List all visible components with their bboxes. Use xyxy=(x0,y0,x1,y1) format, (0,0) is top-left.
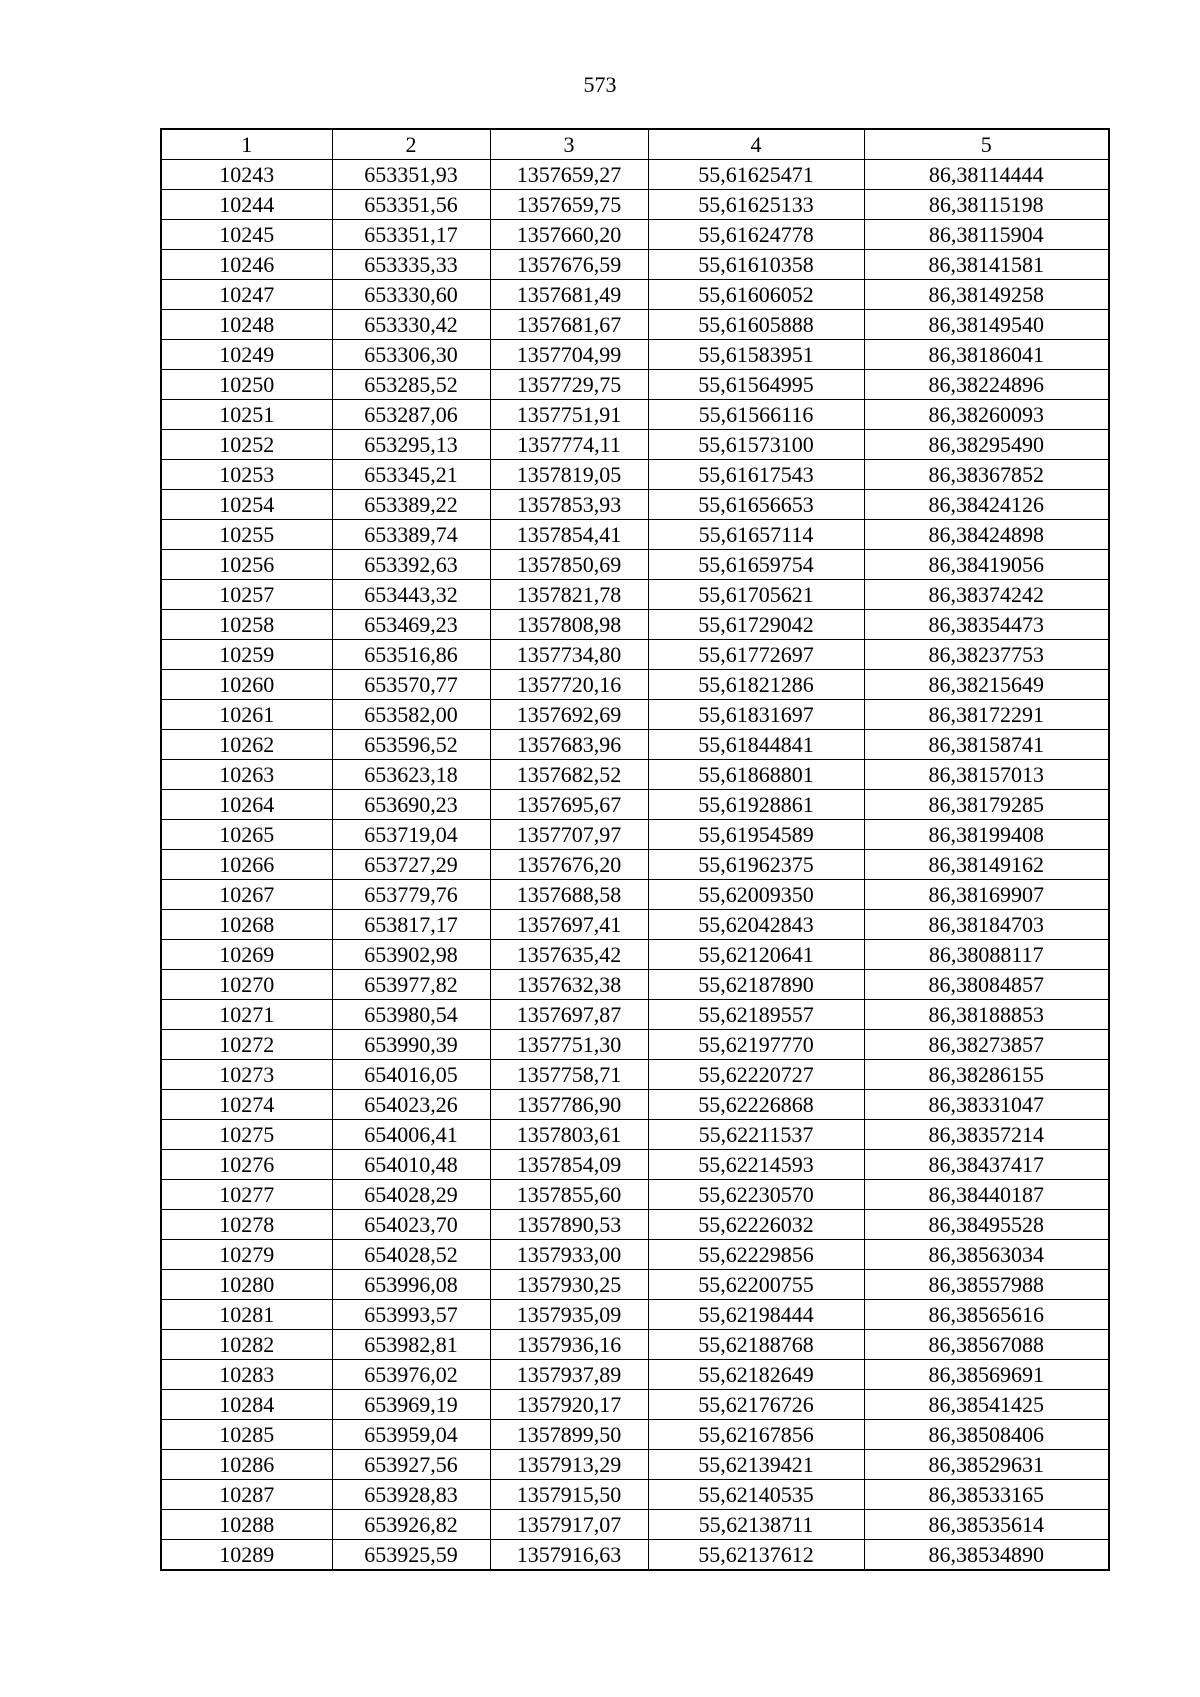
table-cell-col-1: 10269 xyxy=(161,940,332,970)
table-cell-col-1: 10264 xyxy=(161,790,332,820)
page-number: 573 xyxy=(583,72,617,97)
table-cell-col-4: 55,62167856 xyxy=(648,1420,864,1450)
table-cell-col-5: 86,38541425 xyxy=(864,1390,1109,1420)
table-cell-col-3: 1357660,20 xyxy=(490,220,648,250)
table-cell-col-5: 86,38149258 xyxy=(864,280,1109,310)
table-cell-col-4: 55,62137612 xyxy=(648,1540,864,1571)
table-cell-col-2: 653330,60 xyxy=(332,280,490,310)
table-cell-col-1: 10289 xyxy=(161,1540,332,1571)
table-cell-col-4: 55,61656653 xyxy=(648,490,864,520)
table-row xyxy=(161,340,1109,370)
table-cell-col-5: 86,38237753 xyxy=(864,640,1109,670)
table-cell-col-1: 10254 xyxy=(161,490,332,520)
table-row xyxy=(161,580,1109,610)
table-cell-col-4: 55,62176726 xyxy=(648,1390,864,1420)
table-row xyxy=(161,550,1109,580)
table-cell-col-4: 55,62220727 xyxy=(648,1060,864,1090)
table-cell-col-3: 1357704,99 xyxy=(490,340,648,370)
table-cell-col-3: 1357937,89 xyxy=(490,1360,648,1390)
table-cell-col-4: 55,61962375 xyxy=(648,850,864,880)
column-header-4: 4 xyxy=(648,129,864,160)
table-cell-col-2: 653982,81 xyxy=(332,1330,490,1360)
table-cell-col-2: 653392,63 xyxy=(332,550,490,580)
table-cell-col-3: 1357659,75 xyxy=(490,190,648,220)
table-cell-col-1: 10251 xyxy=(161,400,332,430)
table-cell-col-3: 1357688,58 xyxy=(490,880,648,910)
table-cell-col-4: 55,62214593 xyxy=(648,1150,864,1180)
table-cell-col-5: 86,38331047 xyxy=(864,1090,1109,1120)
table-cell-col-2: 653817,17 xyxy=(332,910,490,940)
table-cell-col-1: 10259 xyxy=(161,640,332,670)
table-cell-col-1: 10245 xyxy=(161,220,332,250)
table-cell-col-2: 653990,39 xyxy=(332,1030,490,1060)
table-cell-col-5: 86,38215649 xyxy=(864,670,1109,700)
table-row xyxy=(161,970,1109,1000)
table-cell-col-2: 653306,30 xyxy=(332,340,490,370)
table-cell-col-3: 1357935,09 xyxy=(490,1300,648,1330)
table-cell-col-5: 86,38357214 xyxy=(864,1120,1109,1150)
table-cell-col-3: 1357920,17 xyxy=(490,1390,648,1420)
table-cell-col-4: 55,62229856 xyxy=(648,1240,864,1270)
table-cell-col-1: 10267 xyxy=(161,880,332,910)
table-cell-col-3: 1357683,96 xyxy=(490,730,648,760)
table-cell-col-4: 55,61606052 xyxy=(648,280,864,310)
table-cell-col-5: 86,38286155 xyxy=(864,1060,1109,1090)
table-row xyxy=(161,1210,1109,1240)
table-cell-col-5: 86,38419056 xyxy=(864,550,1109,580)
table-cell-col-1: 10273 xyxy=(161,1060,332,1090)
table-cell-col-3: 1357821,78 xyxy=(490,580,648,610)
table-cell-col-2: 653516,86 xyxy=(332,640,490,670)
table-cell-col-3: 1357855,60 xyxy=(490,1180,648,1210)
table-cell-col-3: 1357692,69 xyxy=(490,700,648,730)
table-cell-col-2: 653351,56 xyxy=(332,190,490,220)
table-cell-col-2: 653727,29 xyxy=(332,850,490,880)
table-cell-col-1: 10285 xyxy=(161,1420,332,1450)
table-cell-col-4: 55,61659754 xyxy=(648,550,864,580)
table-cell-col-2: 653389,22 xyxy=(332,490,490,520)
table-row xyxy=(161,880,1109,910)
table-cell-col-5: 86,38149540 xyxy=(864,310,1109,340)
table-cell-col-5: 86,38149162 xyxy=(864,850,1109,880)
table-cell-col-1: 10261 xyxy=(161,700,332,730)
table-row xyxy=(161,1030,1109,1060)
column-header-3: 3 xyxy=(490,129,648,160)
table-cell-col-1: 10282 xyxy=(161,1330,332,1360)
table-cell-col-3: 1357681,49 xyxy=(490,280,648,310)
table-cell-col-2: 653902,98 xyxy=(332,940,490,970)
table-cell-col-5: 86,38557988 xyxy=(864,1270,1109,1300)
table-cell-col-1: 10253 xyxy=(161,460,332,490)
table-row xyxy=(161,1060,1109,1090)
table-row xyxy=(161,610,1109,640)
table-cell-col-1: 10258 xyxy=(161,610,332,640)
table-cell-col-1: 10255 xyxy=(161,520,332,550)
table-cell-col-1: 10248 xyxy=(161,310,332,340)
table-cell-col-3: 1357632,38 xyxy=(490,970,648,1000)
table-cell-col-2: 653389,74 xyxy=(332,520,490,550)
table-cell-col-1: 10277 xyxy=(161,1180,332,1210)
table-cell-col-3: 1357697,87 xyxy=(490,1000,648,1030)
table-cell-col-2: 653623,18 xyxy=(332,760,490,790)
table-cell-col-3: 1357774,11 xyxy=(490,430,648,460)
column-header-5: 5 xyxy=(864,129,1109,160)
table-cell-col-3: 1357681,67 xyxy=(490,310,648,340)
table-cell-col-1: 10278 xyxy=(161,1210,332,1240)
table-cell-col-5: 86,38084857 xyxy=(864,970,1109,1000)
table-row xyxy=(161,280,1109,310)
table-cell-col-4: 55,62226868 xyxy=(648,1090,864,1120)
table-cell-col-2: 653570,77 xyxy=(332,670,490,700)
table-row xyxy=(161,1300,1109,1330)
table-row xyxy=(161,1090,1109,1120)
table-cell-col-5: 86,38184703 xyxy=(864,910,1109,940)
table-cell-col-1: 10266 xyxy=(161,850,332,880)
table-cell-col-2: 653351,93 xyxy=(332,160,490,190)
table-cell-col-2: 653980,54 xyxy=(332,1000,490,1030)
table-cell-col-1: 10257 xyxy=(161,580,332,610)
table-row xyxy=(161,430,1109,460)
table-row xyxy=(161,1450,1109,1480)
table-row xyxy=(161,220,1109,250)
table-cell-col-3: 1357854,41 xyxy=(490,520,648,550)
table-cell-col-4: 55,61573100 xyxy=(648,430,864,460)
table-cell-col-4: 55,62182649 xyxy=(648,1360,864,1390)
table-cell-col-1: 10250 xyxy=(161,370,332,400)
table-row xyxy=(161,1150,1109,1180)
table-header-row xyxy=(161,129,1109,160)
table-row xyxy=(161,1510,1109,1540)
table-row xyxy=(161,640,1109,670)
table-cell-col-3: 1357854,09 xyxy=(490,1150,648,1180)
table-cell-col-2: 654023,70 xyxy=(332,1210,490,1240)
table-cell-col-5: 86,38114444 xyxy=(864,160,1109,190)
table-cell-col-4: 55,61617543 xyxy=(648,460,864,490)
table-cell-col-5: 86,38437417 xyxy=(864,1150,1109,1180)
table-cell-col-2: 653330,42 xyxy=(332,310,490,340)
table-cell-col-1: 10265 xyxy=(161,820,332,850)
table-cell-col-2: 653335,33 xyxy=(332,250,490,280)
table-cell-col-1: 10256 xyxy=(161,550,332,580)
table-cell-col-5: 86,38088117 xyxy=(864,940,1109,970)
table-row xyxy=(161,520,1109,550)
table-cell-col-4: 55,61564995 xyxy=(648,370,864,400)
table-cell-col-2: 654023,26 xyxy=(332,1090,490,1120)
column-header-2: 2 xyxy=(332,129,490,160)
table-cell-col-1: 10262 xyxy=(161,730,332,760)
table-cell-col-5: 86,38260093 xyxy=(864,400,1109,430)
table-cell-col-1: 10284 xyxy=(161,1390,332,1420)
table-cell-col-5: 86,38563034 xyxy=(864,1240,1109,1270)
table-cell-col-5: 86,38535614 xyxy=(864,1510,1109,1540)
table-cell-col-3: 1357819,05 xyxy=(490,460,648,490)
table-cell-col-3: 1357751,30 xyxy=(490,1030,648,1060)
table-row xyxy=(161,1330,1109,1360)
table-cell-col-4: 55,61831697 xyxy=(648,700,864,730)
table-cell-col-5: 86,38157013 xyxy=(864,760,1109,790)
table-cell-col-2: 653927,56 xyxy=(332,1450,490,1480)
table-cell-col-3: 1357915,50 xyxy=(490,1480,648,1510)
table-cell-col-5: 86,38565616 xyxy=(864,1300,1109,1330)
table-cell-col-5: 86,38199408 xyxy=(864,820,1109,850)
table-cell-col-5: 86,38534890 xyxy=(864,1540,1109,1571)
table-cell-col-1: 10280 xyxy=(161,1270,332,1300)
table-cell-col-3: 1357676,59 xyxy=(490,250,648,280)
table-cell-col-5: 86,38115904 xyxy=(864,220,1109,250)
table-cell-col-5: 86,38567088 xyxy=(864,1330,1109,1360)
table-cell-col-4: 55,61928861 xyxy=(648,790,864,820)
table-cell-col-4: 55,61625133 xyxy=(648,190,864,220)
table-cell-col-1: 10286 xyxy=(161,1450,332,1480)
table-cell-col-4: 55,61821286 xyxy=(648,670,864,700)
table-cell-col-3: 1357707,97 xyxy=(490,820,648,850)
table-cell-col-3: 1357899,50 xyxy=(490,1420,648,1450)
table-cell-col-1: 10275 xyxy=(161,1120,332,1150)
table-cell-col-3: 1357697,41 xyxy=(490,910,648,940)
table-cell-col-3: 1357808,98 xyxy=(490,610,648,640)
table-cell-col-3: 1357803,61 xyxy=(490,1120,648,1150)
table-cell-col-1: 10247 xyxy=(161,280,332,310)
table-cell-col-5: 86,38354473 xyxy=(864,610,1109,640)
table-row xyxy=(161,370,1109,400)
table-cell-col-4: 55,61625471 xyxy=(648,160,864,190)
table-cell-col-4: 55,62189557 xyxy=(648,1000,864,1030)
table-cell-col-2: 653925,59 xyxy=(332,1540,490,1571)
table-cell-col-4: 55,61566116 xyxy=(648,400,864,430)
table-cell-col-3: 1357853,93 xyxy=(490,490,648,520)
table-cell-col-3: 1357758,71 xyxy=(490,1060,648,1090)
table-cell-col-5: 86,38186041 xyxy=(864,340,1109,370)
table-row xyxy=(161,1180,1109,1210)
table-cell-col-2: 653287,06 xyxy=(332,400,490,430)
table-row xyxy=(161,490,1109,520)
table-cell-col-5: 86,38424126 xyxy=(864,490,1109,520)
table-cell-col-1: 10287 xyxy=(161,1480,332,1510)
table-cell-col-2: 653928,83 xyxy=(332,1480,490,1510)
table-cell-col-4: 55,62138711 xyxy=(648,1510,864,1540)
table-cell-col-5: 86,38224896 xyxy=(864,370,1109,400)
table-row xyxy=(161,700,1109,730)
table-row xyxy=(161,1480,1109,1510)
table-cell-col-5: 86,38374242 xyxy=(864,580,1109,610)
table-cell-col-5: 86,38179285 xyxy=(864,790,1109,820)
table-cell-col-3: 1357933,00 xyxy=(490,1240,648,1270)
table-cell-col-4: 55,62198444 xyxy=(648,1300,864,1330)
table-cell-col-4: 55,62140535 xyxy=(648,1480,864,1510)
table-row xyxy=(161,1000,1109,1030)
table-cell-col-2: 653285,52 xyxy=(332,370,490,400)
table-cell-col-1: 10249 xyxy=(161,340,332,370)
table-cell-col-3: 1357751,91 xyxy=(490,400,648,430)
table-row xyxy=(161,1120,1109,1150)
table-cell-col-4: 55,61583951 xyxy=(648,340,864,370)
table-cell-col-1: 10246 xyxy=(161,250,332,280)
table-cell-col-2: 653443,32 xyxy=(332,580,490,610)
table-cell-col-1: 10270 xyxy=(161,970,332,1000)
table-cell-col-1: 10279 xyxy=(161,1240,332,1270)
table-cell-col-2: 653996,08 xyxy=(332,1270,490,1300)
table-row xyxy=(161,310,1109,340)
table-cell-col-1: 10268 xyxy=(161,910,332,940)
table-row xyxy=(161,250,1109,280)
table-row xyxy=(161,160,1109,190)
table-cell-col-4: 55,62197770 xyxy=(648,1030,864,1060)
table-cell-col-1: 10260 xyxy=(161,670,332,700)
table-cell-col-3: 1357930,25 xyxy=(490,1270,648,1300)
table-cell-col-4: 55,61729042 xyxy=(648,610,864,640)
table-cell-col-1: 10283 xyxy=(161,1360,332,1390)
table-cell-col-2: 653345,21 xyxy=(332,460,490,490)
table-cell-col-5: 86,38273857 xyxy=(864,1030,1109,1060)
table-cell-col-3: 1357936,16 xyxy=(490,1330,648,1360)
table-cell-col-4: 55,62042843 xyxy=(648,910,864,940)
table-cell-col-2: 653976,02 xyxy=(332,1360,490,1390)
table-row xyxy=(161,1420,1109,1450)
table-cell-col-4: 55,61657114 xyxy=(648,520,864,550)
table-cell-col-5: 86,38367852 xyxy=(864,460,1109,490)
table-cell-col-1: 10276 xyxy=(161,1150,332,1180)
table-cell-col-4: 55,61624778 xyxy=(648,220,864,250)
table-cell-col-4: 55,62188768 xyxy=(648,1330,864,1360)
table-row xyxy=(161,790,1109,820)
table-cell-col-2: 653295,13 xyxy=(332,430,490,460)
column-header-1: 1 xyxy=(161,129,332,160)
table-cell-col-4: 55,62120641 xyxy=(648,940,864,970)
table-cell-col-5: 86,38188853 xyxy=(864,1000,1109,1030)
table-cell-col-4: 55,62230570 xyxy=(648,1180,864,1210)
table-cell-col-3: 1357682,52 xyxy=(490,760,648,790)
table-cell-col-5: 86,38115198 xyxy=(864,190,1109,220)
table-cell-col-4: 55,62009350 xyxy=(648,880,864,910)
table-cell-col-3: 1357695,67 xyxy=(490,790,648,820)
table-cell-col-5: 86,38569691 xyxy=(864,1360,1109,1390)
table-cell-col-5: 86,38533165 xyxy=(864,1480,1109,1510)
table-cell-col-4: 55,61868801 xyxy=(648,760,864,790)
table-cell-col-2: 654028,29 xyxy=(332,1180,490,1210)
table-cell-col-2: 653926,82 xyxy=(332,1510,490,1540)
table-cell-col-2: 653351,17 xyxy=(332,220,490,250)
table-cell-col-5: 86,38495528 xyxy=(864,1210,1109,1240)
table-row xyxy=(161,1360,1109,1390)
table-row xyxy=(161,670,1109,700)
table-cell-col-5: 86,38508406 xyxy=(864,1420,1109,1450)
table-row xyxy=(161,190,1109,220)
table-cell-col-4: 55,62226032 xyxy=(648,1210,864,1240)
table-cell-col-4: 55,62187890 xyxy=(648,970,864,1000)
table-cell-col-2: 654028,52 xyxy=(332,1240,490,1270)
table-cell-col-2: 653596,52 xyxy=(332,730,490,760)
table-cell-col-4: 55,61772697 xyxy=(648,640,864,670)
table-row xyxy=(161,820,1109,850)
table-cell-col-4: 55,61954589 xyxy=(648,820,864,850)
table-cell-col-5: 86,38169907 xyxy=(864,880,1109,910)
table-cell-col-3: 1357635,42 xyxy=(490,940,648,970)
table-cell-col-1: 10274 xyxy=(161,1090,332,1120)
table-cell-col-3: 1357720,16 xyxy=(490,670,648,700)
table-cell-col-1: 10271 xyxy=(161,1000,332,1030)
table-cell-col-4: 55,62211537 xyxy=(648,1120,864,1150)
table-cell-col-4: 55,61844841 xyxy=(648,730,864,760)
table-cell-col-2: 653969,19 xyxy=(332,1390,490,1420)
table-cell-col-2: 653977,82 xyxy=(332,970,490,1000)
table-cell-col-5: 86,38295490 xyxy=(864,430,1109,460)
table-cell-col-3: 1357850,69 xyxy=(490,550,648,580)
table-row xyxy=(161,1240,1109,1270)
table-cell-col-3: 1357913,29 xyxy=(490,1450,648,1480)
table-row xyxy=(161,1540,1109,1571)
table-cell-col-2: 654006,41 xyxy=(332,1120,490,1150)
table-cell-col-2: 654010,48 xyxy=(332,1150,490,1180)
table-cell-col-1: 10252 xyxy=(161,430,332,460)
table-row xyxy=(161,850,1109,880)
table-cell-col-2: 653469,23 xyxy=(332,610,490,640)
table-cell-col-5: 86,38440187 xyxy=(864,1180,1109,1210)
table-cell-col-5: 86,38172291 xyxy=(864,700,1109,730)
table-cell-col-4: 55,61705621 xyxy=(648,580,864,610)
table-cell-col-1: 10272 xyxy=(161,1030,332,1060)
table-cell-col-1: 10288 xyxy=(161,1510,332,1540)
table-cell-col-4: 55,61610358 xyxy=(648,250,864,280)
table-cell-col-3: 1357659,27 xyxy=(490,160,648,190)
table-row xyxy=(161,730,1109,760)
table-row xyxy=(161,460,1109,490)
table-cell-col-3: 1357917,07 xyxy=(490,1510,648,1540)
table-cell-col-5: 86,38529631 xyxy=(864,1450,1109,1480)
table-row xyxy=(161,940,1109,970)
table-body xyxy=(161,160,1109,1571)
table-row xyxy=(161,1390,1109,1420)
table-row xyxy=(161,400,1109,430)
table-cell-col-3: 1357786,90 xyxy=(490,1090,648,1120)
table-cell-col-1: 10281 xyxy=(161,1300,332,1330)
table-cell-col-5: 86,38141581 xyxy=(864,250,1109,280)
table-cell-col-2: 653719,04 xyxy=(332,820,490,850)
table-cell-col-2: 653959,04 xyxy=(332,1420,490,1450)
table-cell-col-2: 654016,05 xyxy=(332,1060,490,1090)
table-cell-col-3: 1357734,80 xyxy=(490,640,648,670)
table-cell-col-4: 55,61605888 xyxy=(648,310,864,340)
table-cell-col-3: 1357676,20 xyxy=(490,850,648,880)
table-row xyxy=(161,910,1109,940)
table-cell-col-4: 55,62139421 xyxy=(648,1450,864,1480)
table-cell-col-1: 10263 xyxy=(161,760,332,790)
table-row xyxy=(161,760,1109,790)
coordinate-table xyxy=(160,128,1110,1571)
table-cell-col-5: 86,38158741 xyxy=(864,730,1109,760)
table-cell-col-3: 1357729,75 xyxy=(490,370,648,400)
table-cell-col-5: 86,38424898 xyxy=(864,520,1109,550)
table-cell-col-1: 10244 xyxy=(161,190,332,220)
table-cell-col-2: 653690,23 xyxy=(332,790,490,820)
table-cell-col-2: 653582,00 xyxy=(332,700,490,730)
table-row xyxy=(161,1270,1109,1300)
table-cell-col-4: 55,62200755 xyxy=(648,1270,864,1300)
table-cell-col-2: 653993,57 xyxy=(332,1300,490,1330)
table-cell-col-3: 1357890,53 xyxy=(490,1210,648,1240)
table-cell-col-1: 10243 xyxy=(161,160,332,190)
table-cell-col-2: 653779,76 xyxy=(332,880,490,910)
table-cell-col-3: 1357916,63 xyxy=(490,1540,648,1571)
